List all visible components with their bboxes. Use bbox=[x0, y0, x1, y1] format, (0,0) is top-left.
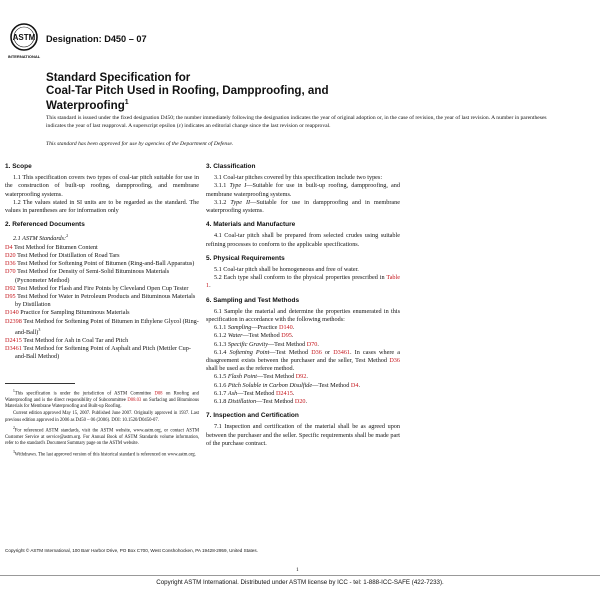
section-physical-heading: 5. Physical Requirements bbox=[206, 254, 285, 262]
section-materials-heading: 4. Materials and Manufacture bbox=[206, 221, 296, 229]
classification-3-1-1: 3.1.1 Type I—Suitable for use in built-up roofing, dampproofing, and membrane waterproofing systems. bbox=[206, 182, 400, 198]
svg-text:INTERNATIONAL: INTERNATIONAL bbox=[7, 54, 41, 59]
reference-item[interactable]: D3461 Test Method for Softening Point of Asphalt and Pitch (Mettler Cup-and-Ball Method) bbox=[5, 345, 191, 361]
intro-paragraph: This standard is issued under the fixed designation D450; the number immediately following the designation indicates the year of original adoption or, in the case of revision, the year of last revision. A number in parentheses indicates the year of last reapproval. A superscript epsilon (ε) indicates an editorial change since the last revision or reapproval. bbox=[46, 115, 547, 129]
footnote-3: $^3$Withdrawn. The last approved version of this historical standard is referenced on www.astm.org. bbox=[13, 449, 196, 458]
reference-item[interactable]: D70 Test Method for Density of Semi-Solid Bituminous Materials (Pycnometer Method) bbox=[5, 268, 170, 284]
sampling-item: 6.1.3 Specific Gravity—Test Method D70. bbox=[214, 340, 319, 348]
right-column bbox=[206, 163, 400, 448]
sampling-item: 6.1.2 Water—Test Method D95. bbox=[214, 332, 294, 340]
section-scope-heading: 1. Scope bbox=[5, 163, 32, 170]
sampling-item: 6.1.6 Pitch Soluble in Carbon Disulfide—Test Method D4. bbox=[214, 381, 360, 389]
scope-1-2: 1.2 The values stated in SI units are to be regarded as the standard. The values in parentheses are for information only bbox=[5, 198, 199, 215]
reference-item[interactable]: D4 Test Method for Bitumen Content bbox=[5, 243, 98, 251]
document-title bbox=[46, 72, 376, 113]
designation: Designation: D450 – 07 bbox=[46, 34, 147, 44]
section-references-heading: 2. Referenced Documents bbox=[5, 221, 85, 229]
license-line: Copyright ASTM International. Distributed under ASTM license by ICC - tel: 1-888-ICC-SAFE (422-7233). bbox=[156, 579, 444, 586]
physical-5-2: 5.2 Each type shall conform to the physical properties prescribed in Table 1. bbox=[206, 274, 400, 290]
physical-5-1: 5.1 Coal-tar pitch shall be homogeneous and free of water. bbox=[214, 266, 359, 274]
svg-text:ASTM: ASTM bbox=[12, 33, 36, 42]
reference-item[interactable]: D140 Practice for Sampling Bituminous Materials bbox=[5, 309, 130, 317]
reference-item[interactable]: D36 Test Method for Softening Point of Bitumen (Ring-and-Ball Apparatus) bbox=[5, 260, 195, 268]
sampling-item: 6.1.7 Ash—Test Method D2415. bbox=[214, 389, 295, 397]
left-column bbox=[5, 163, 199, 362]
footnote-2: $^2$For referenced ASTM standards, visit the ASTM website, www.astm.org, or contact ASTM Customer Service at service@astm.org. For Annual Book of ASTM Standards volume information, refer to the standard's Document Summary page on the ASTM website. bbox=[5, 426, 199, 447]
copyright-line: Copyright © ASTM International, 100 Barr Harbor Drive, PO Box C700, West Conshohocken, PA 19428-2959, United States. bbox=[5, 548, 258, 553]
sampling-item: 6.1.1 Sampling—Practice D140. bbox=[214, 324, 295, 332]
sampling-item: 6.1.8 Distillation—Test Method D20. bbox=[214, 398, 308, 406]
footnote-divider bbox=[5, 383, 75, 384]
section-sampling-heading: 6. Sampling and Test Methods bbox=[206, 296, 300, 304]
approval-note: This standard has been approved for use by agencies of the Department of Defense. bbox=[46, 141, 234, 147]
section-inspection-heading: 7. Inspection and Certification bbox=[206, 412, 299, 420]
reference-item[interactable]: D2398 Test Method for Softening Point of Bitumen in Ethylene Glycol (Ring-and-Ball)$^3$ bbox=[5, 317, 199, 336]
reference-item[interactable]: D92 Test Method for Flash and Fire Points by Cleveland Open Cup Tester bbox=[5, 284, 189, 292]
reference-list bbox=[5, 244, 199, 362]
scope-1-1: 1.1 This specification covers two types of coal-tar pitch suitable for use in the construction of built-up roofing, dampproofing, and membrane waterproofing systems. bbox=[5, 174, 199, 198]
sampling-6-1: 6.1 Sample the material and determine the properties enumerated in this specification in accordance with the following methods: bbox=[206, 307, 400, 324]
page-number: 1 bbox=[296, 567, 299, 573]
materials-4-1: 4.1 Coal-tar pitch shall be prepared from selected crudes using suitable refining processes to conform to the applicable specifications. bbox=[206, 232, 400, 248]
table-1-link[interactable]: Table 1 bbox=[206, 274, 400, 290]
classification-3-1: 3.1 Coal-tar pitches covered by this specification include two types: bbox=[214, 174, 383, 182]
astm-logo bbox=[7, 22, 41, 62]
footer-divider bbox=[0, 575, 600, 576]
footnote-1: $^1$This specification is under the jurisdiction of ASTM Committee D08 on Roofing and Waterproofing and is the direct responsibility of Subcommittee D08.03 on Surfacing and Bituminous Materials for Membrane Waterproofing and Built-up Roofing. bbox=[5, 389, 200, 410]
title-line-3: Waterproofing bbox=[46, 99, 125, 113]
title-line-2: Coal-Tar Pitch Used in Roofing, Dampproofing, and bbox=[46, 83, 329, 97]
reference-item[interactable]: D2415 Test Method for Ash in Coal Tar and Pitch bbox=[5, 336, 129, 344]
classification-3-1-2: 3.1.2 Type II—Suitable for use in dampproofing and in membrane waterproofing systems. bbox=[206, 198, 400, 215]
inspection-7-1: 7.1 Inspection and certification of the material shall be as agreed upon between the purchaser and the seller. Specific requirements shall be made part of the purchase contract. bbox=[206, 423, 400, 447]
reference-item[interactable]: D95 Test Method for Water in Petroleum Products and Bituminous Materials by Distillation bbox=[5, 292, 196, 309]
reference-item[interactable]: D20 Test Method for Distillation of Road Tars bbox=[5, 251, 120, 259]
title-line-1: Standard Specification for bbox=[46, 71, 191, 84]
footnotes bbox=[5, 388, 199, 459]
title-footnote-marker: 1 bbox=[124, 99, 129, 107]
footnote-1-edition: Current edition approved May 15, 2007. Published June 2007. Originally approved in 1937. Last previous edition approved in 2006 as D450 – 06 (2006). DOI: 10.1520/D0450-07. bbox=[5, 411, 199, 423]
refs-intro: 2.1 ASTM Standards:$^2$ bbox=[13, 233, 69, 243]
section-classification-heading: 3. Classification bbox=[206, 163, 256, 170]
sampling-item: 6.1.5 Flash Point—Test Method D92. bbox=[214, 373, 308, 381]
sampling-item-softening: 6.1.4 Softening Point—Test Method D36 or D3461. In cases where a disagreement exists between the purchaser and the seller, Test Method D36 shall be used as the referee method. bbox=[206, 348, 401, 373]
